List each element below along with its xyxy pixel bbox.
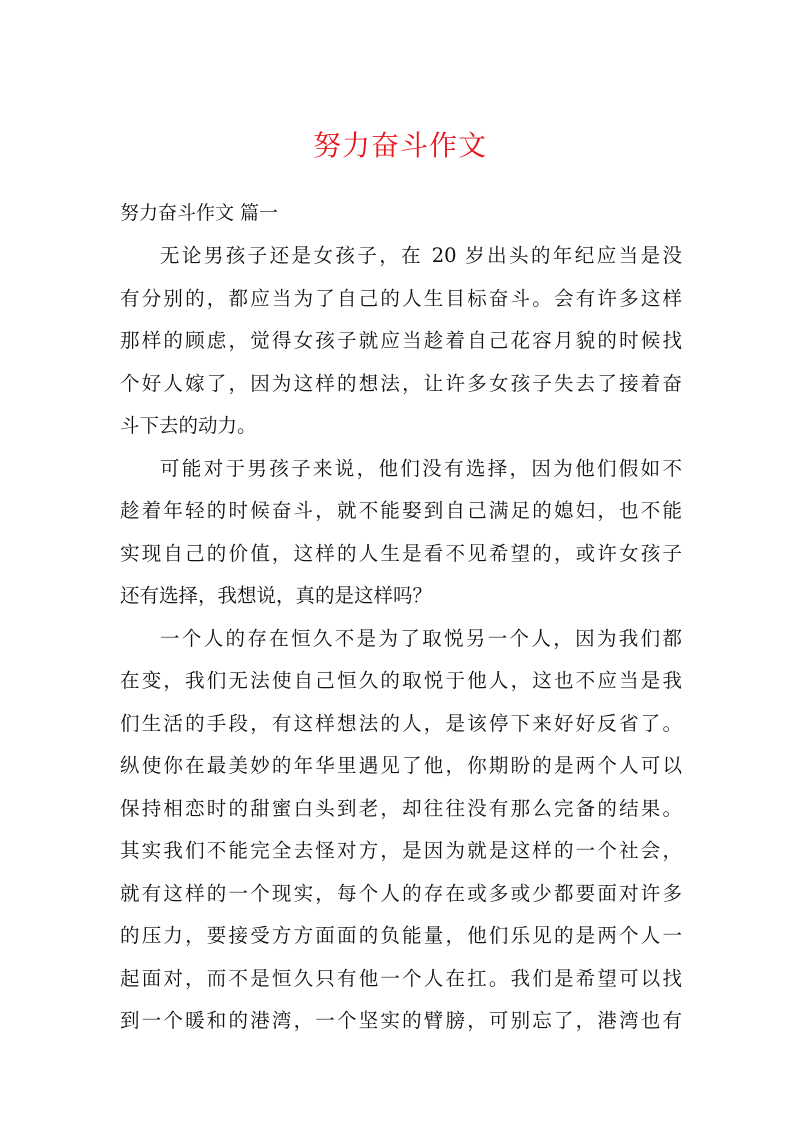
paragraph-line: 无论男孩子还是女孩子，在 20 岁出头的年纪应当是没: [160, 244, 682, 267]
paragraph-line: 就有这样的一个现实，每个人的存在或多或少都要面对许多: [120, 882, 682, 905]
paragraph-line: 还有选择，我想说，真的是这样吗？: [120, 584, 433, 607]
paragraph-line: 保持相恋时的甜蜜白头到老，却往往没有那么完备的结果。: [120, 797, 682, 820]
paragraph-line: 的压力，要接受方方面面的负能量，他们乐见的是两个人一: [120, 924, 682, 947]
paragraph-line: 实现自己的价值，这样的人生是看不见希望的，或许女孩子: [120, 542, 682, 565]
paragraph-line: 纵使你在最美妙的年华里遇见了他，你期盼的是两个人可以: [120, 754, 682, 777]
paragraph-line: 起面对，而不是恒久只有他一个人在扛。我们是希望可以找: [120, 967, 682, 990]
paragraph-line: 个好人嫁了，因为这样的想法，让许多女孩子失去了接着奋: [120, 372, 682, 395]
paragraph-line: 在变，我们无法使自己恒久的取悦于他人，这也不应当是我: [120, 669, 682, 692]
paragraph-line: 斗下去的动力。: [120, 414, 257, 437]
document-title: 努力奋斗作文: [312, 129, 487, 162]
section-heading: 努力奋斗作文 篇一: [120, 202, 279, 224]
paragraph-line: 一个人的存在恒久不是为了取悦另一个人，因为我们都: [160, 627, 682, 650]
paragraph-line: 趁着年轻的时候奋斗，就不能娶到自己满足的媳妇，也不能: [120, 499, 682, 522]
paragraph-line: 到一个暖和的港湾，一个坚实的臂膀，可别忘了，港湾也有: [120, 1009, 682, 1032]
paragraph-line: 有分别的，都应当为了自己的人生目标奋斗。会有许多这样: [120, 287, 682, 310]
paragraph-line: 可能对于男孩子来说，他们没有选择，因为他们假如不: [160, 457, 682, 480]
paragraph-line: 那样的顾虑，觉得女孩子就应当趁着自己花容月貌的时候找: [120, 329, 682, 352]
paragraph-line: 其实我们不能完全去怪对方，是因为就是这样的一个社会，: [120, 839, 682, 862]
paragraph-line: 们生活的手段，有这样想法的人，是该停下来好好反省了。: [120, 712, 682, 735]
